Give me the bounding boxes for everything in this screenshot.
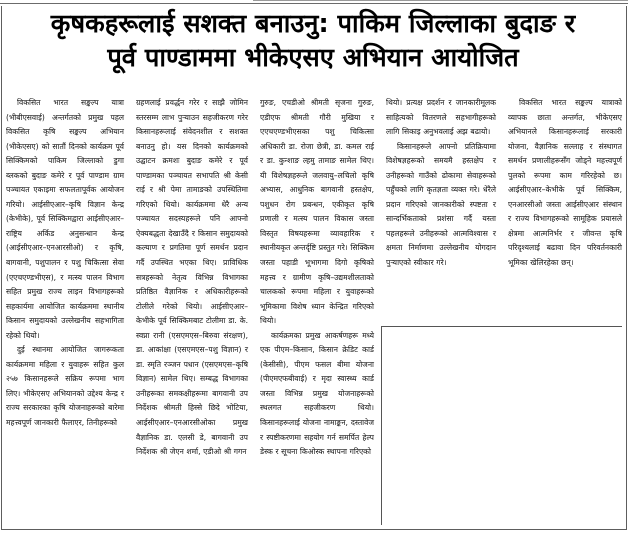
paragraph: कार्यक्रमका प्रमुख आकर्षणहरू मध्ये एक पीएम–किसान, किसान क्रेडिट कार्ड (केसीसी), पीएम फसल बीमा योजना (पीएमएफबीवाई) र मृदा स्वास्थ्य कार्ड जस्ता विभिन्न प्रमुख योजनाहरूको स्थलगत सहजीकरण थियो। किसानहरूलाई योजना नामाङ्कन, दस्तावेज र स्पष्टीकरणमा सहयोग गर्न समर्पित हेल्प डेस्क र सूचना किओस्क स्थापना गरिएको: [260, 330, 374, 457]
paragraph: ग्रहणलाई प्रवर्द्धन गरेर र साझै जोमिन स्तरसम्म लाभ पुर्‍याउन सहजीकरण गरेर किसानहरूलाई संवेदनशील र सशक्त बनाउनु हो। यस दिनको कार्यक्रमको उद्घाटन क्रमशः बुदाङ कमेरे र पूर्व पाण्डामका पञ्चायत सभापति श्री केसी राई र श्री पेमा तामाङको उपस्थितिमा गरिएको थियो। कार्यक्रममा धेरै अन्य पञ्चायत सदस्यहरूले पनि आफ्नो ऐक्यबद्धता देखाउँदै र किसान समुदायको कल्याण र प्रगतिमा पूर्ण समर्थन प्रदान गर्दै उपस्थित भएका थिए। प्राविधिक सत्रहरूको नेतृत्व विभिन्न विभागका प्रतिष्ठित वैज्ञानिक र अधिकारीहरूको टोलीले गरेको थियो। आईसीएआर–केभीके पूर्व सिक्किमबाट टोलीमा डा. के. स्वप्ना रानी (एसएमएस–बिरुवा संरक्षण), डा. आकांक्षा (एसएमएस–पशु विज्ञान) र डा. स्मृति रञ्जन पधान (एसएमएस–कृषि विज्ञान) सामेल थिए। सम्बद्ध विभागका उनीहरूका समकक्षीहरूमा बागवानी उप निर्देशक श्रीमती हिस्से छिदे भोटिया, आईसीएआर–एनआरसीओका प्रमुख वैज्ञानिक डा. एलसी डे, बागवानी उप निर्देशक श्री जेएन शर्मा, एडीओ श्री गगन: [136, 98, 248, 457]
article-column-2: [130, 96, 254, 526]
paragraph: गुरुङ, एचडीओ श्रीमती सृजना गुरुङ, एडीएफ श्रीमती गौरी मुखिया र एएचएण्डभीएसका पशु चिकित्सा अधिकारी डा. रोजा छेत्री, डा. कमल राई र डा. कुन्शाङ ल्हमु तामाङ सामेल थिए। यी विशेषज्ञहरूले जलवायु–लचिलो कृषि अभ्यास, आधुनिक बागवानी हस्तक्षेप, पशुधन रोग प्रबन्धन, एकीकृत कृषि प्रणाली र मत्स्य पालन विकास जस्ता विस्तृत विषयहरूमा व्यावहारिक र स्थानीयकृत अन्तर्दृष्टि प्रस्तुत गरे। सिक्किम जस्ता पहाडी भूभागमा दिगो कृषिको महत्त्व र ग्रामीण कृषि–उद्यमशीलताको चालकको रूपमा महिला र युवाहरूको भूमिकामा विशेष ध्यान केन्द्रित गरिएको थियो।: [260, 98, 374, 326]
page-title: [6, 8, 620, 76]
article-body: [6, 96, 622, 526]
paragraph: किसानहरूले आफ्नो प्रतिक्रियामा विशेषज्ञहरूको समयमै हस्तक्षेप र उनीहरूको गाउँको ढोकामा सेवाहरूको पहुँचको लागि कृतज्ञता व्यक्त गरे। धेरैले प्रदान गरिएको जानकारीको स्पष्टता र सान्दर्भिकताको प्रशंसा गर्दै यस्ता पहलहरूले उनीहरूको आत्मविश्वास र क्षमता निर्माणमा उल्लेखनीय योगदान पुर्‍याएको स्वीकार गरे।: [386, 141, 496, 268]
lower-right-vertical-rule: [381, 326, 382, 525]
headline-line-2: पूर्व पाण्डाममा भीकेएसए अभियान आयोजित: [107, 42, 519, 73]
article-column-3: [254, 96, 380, 526]
article-column-5: [502, 96, 622, 526]
lower-right-rule: [381, 326, 622, 327]
headline-line-1: कृषकहरूलाई सशक्त बनाउनु: पाकिम जिल्लाका बुदाङ र: [50, 9, 576, 39]
article-column-1: [6, 96, 130, 526]
paragraph: थियो। प्रत्यक्ष प्रदर्शन र जानकारीमूलक साहित्यको वितरणले सहभागीहरूको लागि सिकाइ अनुभवलाई अझ बढायो।: [386, 98, 496, 137]
article-column-4: [380, 96, 502, 526]
paragraph: विकसित भारत सङ्कल्प यात्रा (भीबीएसवाई) अन्तर्गतको प्रमुख पहल विकसित कृषि सङ्कल्प अभियान (भीकेएसए) को सातौं दिनको कार्यक्रम पूर्व सिक्किमको पाकिम जिल्लाको डुगा ब्लकको बुदाङ कमेरे र पूर्व पाण्डाम ग्राम पञ्चायत एकाइमा सफलतापूर्वक आयोजन गरियो। आईसीएआर–कृषि विज्ञान केन्द्र (केभीके), पूर्व सिक्किमद्वारा आईसीएआर–राष्ट्रिय अर्किड अनुसन्धान केन्द्र (आईसीएआर–एनआरसीओ) र कृषि, बागवानी, पशुपालन र पशु चिकित्सा सेवा (एएचएण्डभीएस), र मत्स्य पालन विभाग सहित प्रमुख राज्य लाइन विभागहरूको सहकार्यमा आयोजित कार्यक्रममा स्थानीय किसान समुदायको उल्लेखनीय सहभागिता रहेको थियो।: [6, 98, 124, 340]
top-rule-secondary: [253, 0, 628, 1]
paragraph: विकसित भारत सङ्कल्प यात्राको व्यापक छाता अन्तर्गत, भीकेएसए अभियानले किसानहरूलाई सरकारी योजना, वैज्ञानिक सल्लाह र संस्थागत समर्थन प्रणालीहरूसँग जोड्ने महत्त्वपूर्ण पुलको रूपमा काम गरिरहेको छ। आईसीएआर–केभीके पूर्व सिक्किम, एनआरसीओ जस्ता आईसीएआर संस्थान र राज्य विभागहरूको सामूहिक प्रयासले क्षेत्रमा आत्मनिर्भर र जीवन्त कृषि परिदृश्यलाई बढावा दिन परिवर्तनकारी भूमिका खेलिरहेका छन्।: [508, 98, 622, 268]
paragraph: दुई स्थानमा आयोजित जागरूकता कार्यक्रममा महिला र युवाहरू सहित कुल २५७ किसानहरूले सक्रिय रूपमा भाग लिए। भीकेएसए अभियानको उद्देश्य केन्द्र र राज्य सरकारका कृषि योजनाहरूको बारेमा महत्त्वपूर्ण जानकारी फैलाएर, तिनीहरूको: [6, 345, 124, 428]
top-rule: [0, 3, 628, 4]
